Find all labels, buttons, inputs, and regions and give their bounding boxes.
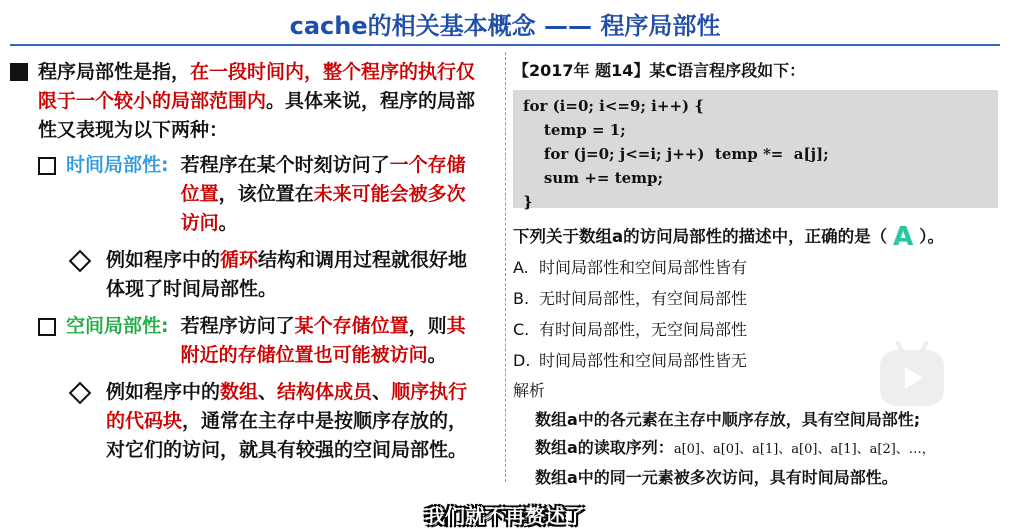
code-line: sum += temp; [523, 169, 664, 187]
analysis-line: 数组a中的同一元素被多次访问，具有时间局部性。 [535, 468, 898, 487]
left-panel [10, 58, 495, 465]
spatial-locality-item: 空间局部性: 若程序访问了某个存储位置，则其附近的存储位置也可能被访问。 [38, 312, 495, 370]
play-icon[interactable] [880, 350, 944, 406]
option-item: A. 时间局部性和空间局部性皆有 [513, 258, 748, 277]
code-line: temp = 1; [523, 121, 626, 139]
temporal-example: 例如程序中的循环结构和调用过程就很好地体现了时间局部性。 [66, 246, 495, 304]
diamond-bullet-icon [69, 382, 92, 405]
column-divider [505, 52, 507, 482]
intro-paragraph: 程序局部性是指，在一段时间内，整个程序的执行仅限于一个较小的局部范围内。具体来说，程序的局部性又表现为以下两种： [10, 58, 495, 145]
page-title: cache的相关基本概念 —— 程序局部性 [289, 12, 721, 40]
checkbox-bullet-icon [38, 318, 56, 336]
code-line: for (i=0; i<=9; i++) { [523, 97, 704, 115]
temporal-locality-item: 时间局部性: 若程序在某个时刻访问了一个存储位置，该位置在未来可能会被多次访问。 [38, 151, 495, 238]
title-divider [10, 44, 1000, 46]
temporal-term: 时间局部性: [66, 154, 169, 176]
question-heading: 【2017年 题14】某C语言程序段如下： [513, 61, 806, 80]
analysis-title: 解析 [513, 381, 546, 400]
diamond-bullet-icon [69, 250, 92, 273]
analysis-line: 数组a中的各元素在主存中顺序存放，具有空间局部性; [535, 410, 921, 429]
square-bullet-icon [10, 63, 28, 81]
checkbox-bullet-icon [38, 157, 56, 175]
spatial-term: 空间局部性: [66, 315, 169, 337]
option-item: C. 有时间局部性，无空间局部性 [513, 320, 748, 339]
answer-badge: A [893, 222, 914, 252]
spatial-example: 例如程序中的数组、结构体成员、顺序执行的代码块，通常在主存中是按顺序存放的，对它们的访问，就具有较强的空间局部性。 [66, 378, 495, 465]
right-panel [513, 58, 1003, 492]
code-block [513, 90, 998, 211]
video-subtitle: 我们就不再赘述了 [425, 504, 585, 528]
analysis-line: 数组a的读取序列：a[0]、a[0]、a[1]、a[0]、a[1]、a[2]、…， [535, 438, 935, 457]
code-line: for (j=0; j<=i; j++) temp *= a[j]; [523, 145, 829, 163]
option-item: D. 时间局部性和空间局部性皆无 [513, 351, 748, 370]
question-text: 下列关于数组a的访问局部性的描述中，正确的是（ A ）。 [513, 222, 945, 252]
code-line: } [523, 193, 533, 211]
option-item: B. 无时间局部性，有空间局部性 [513, 289, 748, 308]
